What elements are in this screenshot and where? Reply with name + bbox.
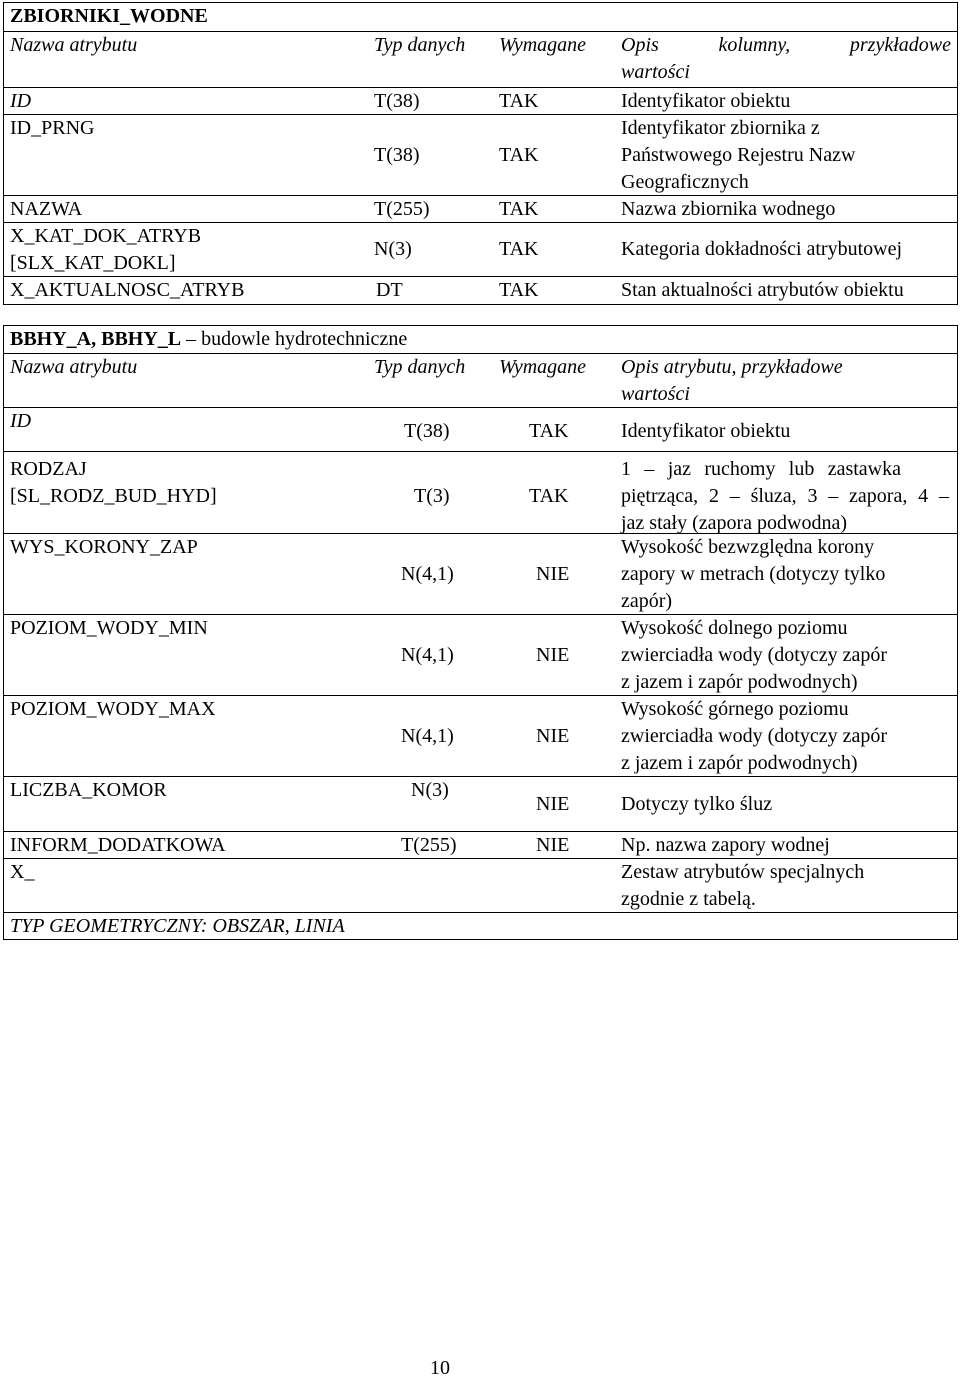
attr-name: NAZWA bbox=[10, 198, 83, 220]
attr-required: TAK bbox=[529, 420, 569, 442]
attr-type: T(3) bbox=[414, 485, 450, 507]
attr-required: TAK bbox=[499, 90, 539, 112]
attr-description: Geograficznych bbox=[621, 171, 749, 193]
table-row bbox=[4, 858, 957, 912]
zbiorniki-wodne-table bbox=[3, 2, 958, 305]
page-number: 10 bbox=[430, 1357, 450, 1379]
attr-description: Zestaw atrybutów specjalnych bbox=[621, 861, 865, 883]
attr-type: N(3) bbox=[374, 238, 412, 260]
attr-name: [SL_RODZ_BUD_HYD] bbox=[10, 485, 217, 507]
attr-type: DT bbox=[376, 279, 403, 301]
header-name: Nazwa atrybutu bbox=[10, 34, 138, 56]
attr-description: jaz stały (zapora podwodna) bbox=[621, 512, 848, 534]
attr-type: N(3) bbox=[411, 779, 449, 801]
header-name: Nazwa atrybutu bbox=[10, 356, 138, 378]
attr-required: TAK bbox=[499, 279, 539, 301]
attr-description: zapór) bbox=[621, 590, 673, 612]
bbhy-table bbox=[3, 325, 958, 940]
table-row bbox=[4, 276, 957, 304]
attr-type: T(38) bbox=[404, 420, 450, 442]
attr-type: T(38) bbox=[374, 90, 420, 112]
attr-description: Stan aktualności atrybutów obiektu bbox=[621, 279, 904, 301]
header-type: Typ danych bbox=[374, 34, 466, 56]
table-row bbox=[4, 87, 957, 114]
attr-name: X_ bbox=[10, 861, 35, 883]
attr-name: POZIOM_WODY_MIN bbox=[10, 617, 208, 639]
table-row bbox=[4, 533, 957, 614]
attr-description: zwierciadła wody (dotyczy zapór bbox=[621, 725, 887, 747]
table-row bbox=[4, 695, 957, 776]
header-required: Wymagane bbox=[499, 356, 587, 378]
table-row bbox=[4, 195, 957, 222]
attr-description: Wysokość górnego poziomu bbox=[621, 698, 849, 720]
table-title-row bbox=[4, 3, 957, 31]
attr-required: NIE bbox=[536, 793, 570, 815]
attr-description: zgodnie z tabelą. bbox=[621, 888, 756, 910]
attr-description: z jazem i zapór podwodnych) bbox=[621, 752, 858, 774]
geometry-type: TYP GEOMETRYCZNY: OBSZAR, LINIA bbox=[10, 915, 345, 937]
attr-name: ID_PRNG bbox=[10, 117, 95, 139]
attr-description: Identyfikator obiektu bbox=[621, 420, 791, 442]
attr-description: Np. nazwa zapory wodnej bbox=[621, 834, 830, 856]
attr-required: NIE bbox=[536, 834, 570, 856]
attr-required: TAK bbox=[499, 198, 539, 220]
attr-description: Wysokość bezwzględna korony bbox=[621, 536, 875, 558]
header-type: Typ danych bbox=[374, 356, 466, 378]
attr-name: POZIOM_WODY_MAX bbox=[10, 698, 216, 720]
table-row bbox=[4, 114, 957, 195]
attr-description: Identyfikator zbiornika z bbox=[621, 117, 820, 139]
table-row bbox=[4, 407, 957, 451]
table-row bbox=[4, 614, 957, 695]
header-description-2: wartości bbox=[621, 61, 690, 83]
attr-type: N(4,1) bbox=[401, 725, 454, 747]
attr-name: RODZAJ bbox=[10, 458, 87, 480]
table-row bbox=[4, 776, 957, 831]
attr-required: NIE bbox=[536, 725, 570, 747]
header-description-2: wartości bbox=[621, 383, 690, 405]
attr-type: T(255) bbox=[401, 834, 457, 856]
attr-type: N(4,1) bbox=[401, 563, 454, 585]
attr-name: LICZBA_KOMOR bbox=[10, 779, 167, 801]
attr-name: X_KAT_DOK_ATRYB bbox=[10, 225, 202, 247]
attr-description: Państwowego Rejestru Nazw bbox=[621, 144, 856, 166]
table-title: ZBIORNIKI_WODNE bbox=[10, 5, 208, 27]
attr-required: NIE bbox=[536, 644, 570, 666]
attr-type: T(255) bbox=[374, 198, 430, 220]
table-row bbox=[4, 831, 957, 858]
attr-required: NIE bbox=[536, 563, 570, 585]
attr-name: INFORM_DODATKOWA bbox=[10, 834, 226, 856]
attr-type: N(4,1) bbox=[401, 644, 454, 666]
attr-type: T(38) bbox=[374, 144, 420, 166]
header-description: Opis kolumny, przykładowe bbox=[621, 34, 951, 56]
attr-description: Nazwa zbiornika wodnego bbox=[621, 198, 836, 220]
attr-description: Identyfikator obiektu bbox=[621, 90, 791, 112]
table-row bbox=[4, 222, 957, 276]
attr-required: TAK bbox=[499, 144, 539, 166]
attr-description: zwierciadła wody (dotyczy zapór bbox=[621, 644, 887, 666]
attr-description: zapory w metrach (dotyczy tylko bbox=[621, 563, 886, 585]
attr-name: [SLX_KAT_DOKL] bbox=[10, 252, 176, 274]
table-header-row bbox=[4, 353, 957, 407]
table-footer-row bbox=[4, 912, 957, 939]
attr-required: TAK bbox=[499, 238, 539, 260]
attr-name: ID bbox=[10, 410, 32, 432]
attr-description: Wysokość dolnego poziomu bbox=[621, 617, 848, 639]
attr-name: X_AKTUALNOSC_ATRYB bbox=[10, 279, 245, 301]
attr-description: 1 – jaz ruchomy lub zastawka bbox=[621, 458, 901, 480]
header-description: Opis atrybutu, przykładowe bbox=[621, 356, 843, 378]
attr-description: piętrząca, 2 – śluza, 3 – zapora, 4 – bbox=[621, 485, 949, 507]
attr-description: Dotyczy tylko śluz bbox=[621, 793, 773, 815]
attr-name: ID bbox=[10, 90, 32, 112]
attr-required: TAK bbox=[529, 485, 569, 507]
attr-name: WYS_KORONY_ZAP bbox=[10, 536, 198, 558]
table-header-row bbox=[4, 31, 957, 87]
table-title-row bbox=[4, 326, 957, 353]
table-row bbox=[4, 451, 957, 533]
header-required: Wymagane bbox=[499, 34, 587, 56]
attr-description: z jazem i zapór podwodnych) bbox=[621, 671, 858, 693]
attr-description: Kategoria dokładności atrybutowej bbox=[621, 238, 903, 260]
table-title: BBHY_A, BBHY_L – budowle hydrotechniczne bbox=[10, 328, 408, 350]
